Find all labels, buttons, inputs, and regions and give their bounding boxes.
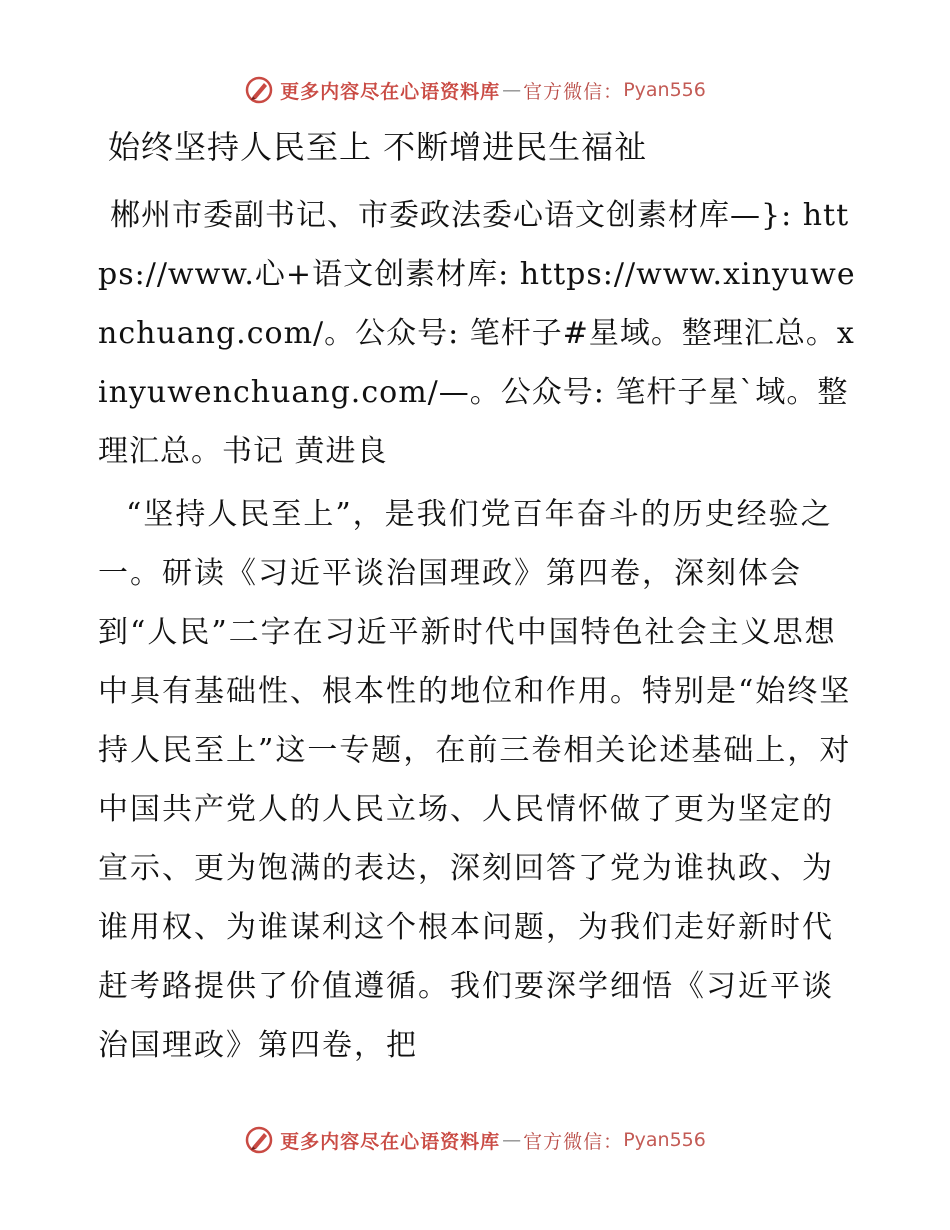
watermark-main-text: 更多内容尽在心语资料库 (280, 1130, 501, 1153)
watermark-wechat-label: 官方微信： (523, 80, 624, 103)
pen-logo-icon (244, 75, 274, 105)
watermark-wechat-label: 官方微信： (523, 1130, 624, 1153)
watermark-banner-bottom (0, 1120, 950, 1160)
watermark-wechat-id: Pyan556 (623, 1129, 706, 1151)
body-paragraph: “坚持人民至上”，是我们党百年奋斗的历史经验之一。研读《习近平谈治国理政》第四卷，深刻体会到“人民”二字在习近平新时代中国特色社会主义思想中具有基础性、根本性的地位和作用。特别是“始终坚持人民至上”这一专题，在前三卷相关论述基础上，对中国共产党人的人民立场、人民情怀做了更为坚定的宣示、更为饱满的表达，深刻回答了党为谁执政、为谁用权、为谁谋利这个根本问题，为我们走好新时代赶考路提供了价值遵循。我们要深学细悟《习近平谈治国理政》第四卷，把 (98, 497, 852, 1063)
watermark-main-text: 更多内容尽在心语资料库 (280, 80, 501, 103)
document-content (98, 124, 858, 1075)
watermark-wechat-id: Pyan556 (623, 79, 706, 101)
pen-logo-icon (244, 1125, 274, 1155)
watermark-banner-top (0, 70, 950, 110)
document-title: 始终坚持人民至上 不断增进民生福祉 (108, 128, 648, 166)
watermark-separator: — (502, 1129, 522, 1151)
author-line: 郴州市委副书记、市委政法委心语文创素材库—}: https://www.心+语文创素材库: https://www.xinyuwenchuang.com/。公众号: 笔杆子#星域。整理汇总。xinyuwenchuang.com/—。公众号: 笔杆子星`域。整理汇总。书记 黄进良 (98, 198, 856, 469)
watermark-separator: — (502, 79, 522, 101)
